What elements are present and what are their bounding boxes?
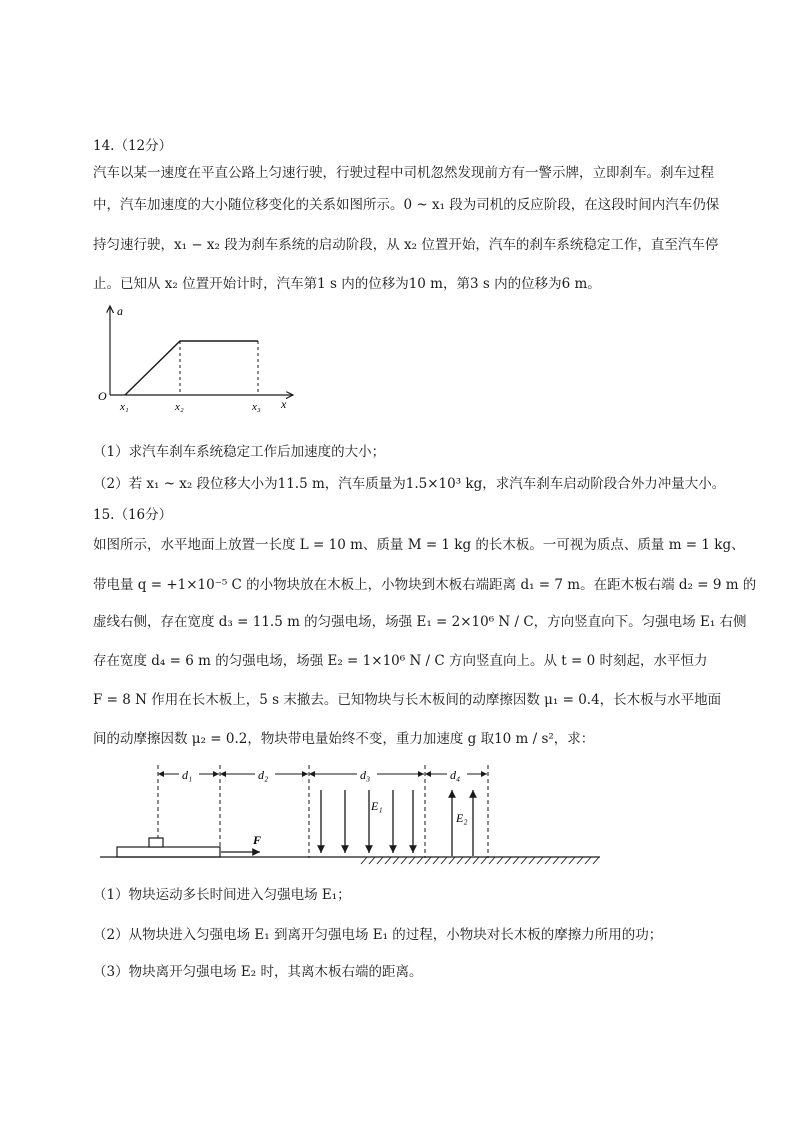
q15-text-line-5: F = 8 N 作用在长木板上，5 s 末撤去。已知物块与长木板间的动摩擦因数 μ₁ = 0.4，长木板与水平地面 <box>93 692 722 708</box>
x-axis-label: x <box>281 397 287 411</box>
x1-tick-label: x₁ <box>120 401 129 413</box>
q14-acceleration-graph <box>95 300 305 425</box>
long-board <box>117 847 220 857</box>
d4-label: d₄ <box>450 768 461 782</box>
q15-part-1: （1）物块运动多长时间进入匀强电场 E₁； <box>93 887 351 903</box>
ground-hatching <box>361 857 599 864</box>
q14-text-line-3: 持匀速行驶，x₁ − x₂ 段为刹车系统的启动阶段，从 x₂ 位置开始，汽车的刹车系统稳定工作，直至汽车停 <box>93 237 719 253</box>
q14-text-line-1: 汽车以某一速度在平直公路上匀速行驶，行驶过程中司机忽然发现前方有一警示牌，立即刹车。刹车过程 <box>93 165 714 181</box>
q15-field-diagram <box>95 760 605 870</box>
q15-header: 15.（16分） <box>93 507 173 523</box>
q14-part-1: （1）求汽车刹车系统稳定工作后加速度的大小； <box>93 444 386 460</box>
e2-label: E₂ <box>456 811 468 825</box>
q15-text-line-1: 如图所示，水平地面上放置一长度 L = 10 m、质量 M = 1 kg 的长木板。一可视为质点、质量 m = 1 kg、 <box>93 537 745 553</box>
q14-part-2: （2）若 x₁ ~ x₂ 段位移大小为11.5 m，汽车质量为1.5×10³ kg，求汽车刹车启动阶段合外力冲量大小。 <box>93 476 726 492</box>
q15-text-line-4: 存在宽度 d₄ = 6 m 的匀强电场，场强 E₂ = 1×10⁶ N / C 方向竖直向上。从 t = 0 时刻起，水平恒力 <box>93 653 708 669</box>
d3-label: d₃ <box>360 768 371 782</box>
force-f-label: F <box>253 833 262 847</box>
q15-text-line-6: 间的动摩擦因数 μ₂ = 0.2，物块带电量始终不变，重力加速度 g 取10 m / s²，求： <box>93 731 595 747</box>
x2-tick-label: x₂ <box>175 401 184 413</box>
d1-label: d₁ <box>182 768 193 782</box>
small-block <box>149 838 163 847</box>
e1-label: E₁ <box>371 799 383 813</box>
acceleration-curve <box>125 341 258 395</box>
y-axis-label: a <box>117 304 123 318</box>
d2-label: d₂ <box>258 768 269 782</box>
q14-text-line-4: 止。已知从 x₂ 位置开始计时，汽车第1 s 内的位移为10 m，第3 s 内的位移为6 m。 <box>93 276 601 292</box>
q14-header: 14.（12分） <box>93 138 173 154</box>
origin-label: O <box>98 389 107 403</box>
q15-text-line-3: 虚线右侧，存在宽度 d₃ = 11.5 m 的匀强电场，场强 E₁ = 2×10⁶ N / C，方向竖直向下。匀强电场 E₁ 右侧 <box>93 614 747 630</box>
q15-part-3: （3）物块离开匀强电场 E₂ 时，其离木板右端的距离。 <box>93 964 423 980</box>
x3-tick-label: x₃ <box>252 401 261 413</box>
q15-part-2: （2）从物块进入匀强电场 E₁ 到离开匀强电场 E₁ 的过程，小物块对长木板的摩擦力所用的功； <box>93 927 663 943</box>
q14-text-line-2: 中，汽车加速度的大小随位移变化的关系如图所示。0 ~ x₁ 段为司机的反应阶段，在这段时间内汽车仍保 <box>93 197 720 213</box>
q15-text-line-2: 带电量 q = +1×10⁻⁵ C 的小物块放在木板上，小物块到木板右端距离 d₁ = 7 m。在距木板右端 d₂ = 9 m 的 <box>93 577 757 593</box>
